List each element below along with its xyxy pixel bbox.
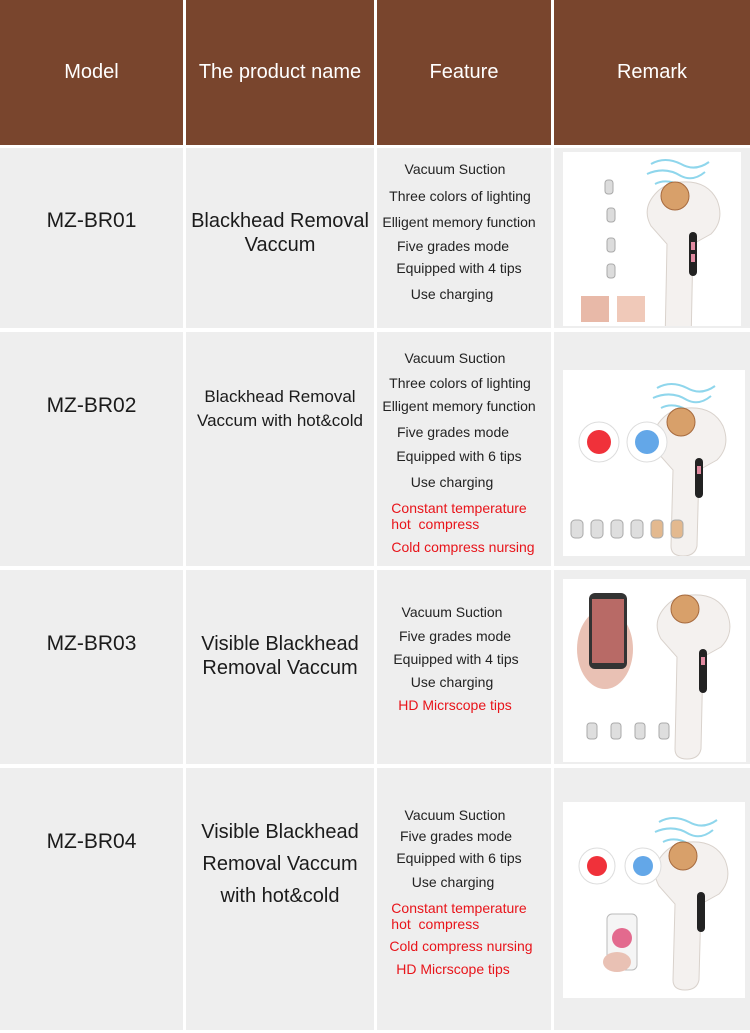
- feature-item: Five grades mode: [396, 238, 510, 254]
- feature-item-highlight: HD Micrscope tips: [396, 961, 510, 977]
- header-product-name-label: The product name: [198, 61, 362, 83]
- feature-item: Three colors of lighting: [389, 188, 531, 204]
- feature-item-highlight: HD Micrscope tips: [398, 697, 512, 713]
- feature-item: Use charging: [410, 674, 494, 690]
- product-name-line: Removal Vaccum: [202, 657, 358, 679]
- table-row-4-remark: [554, 768, 750, 1030]
- header-feature-label: Feature: [429, 61, 499, 83]
- table-row-2-name: [186, 332, 374, 566]
- feature-item: Use charging: [410, 286, 494, 302]
- airflow-icon: [653, 384, 715, 410]
- cold-compress-icon: [625, 848, 661, 884]
- product-name-line: Vaccum with hot&cold: [197, 411, 363, 430]
- table-row-3-features: [377, 570, 551, 764]
- feature-item: Equipped with 6 tips: [396, 850, 522, 866]
- header-remark: [554, 0, 750, 145]
- nose-image-before: [581, 296, 609, 322]
- model-code: MZ-BR02: [46, 394, 137, 417]
- model-code: MZ-BR01: [46, 209, 137, 232]
- feature-item-highlight: Cold compress nursing: [391, 539, 535, 555]
- table-row-4-name: [186, 768, 374, 1030]
- suction-tips-icon: [587, 723, 669, 739]
- product-photo: [563, 370, 745, 556]
- feature-item: Elligent memory function: [382, 214, 536, 230]
- feature-item-highlight: Cold compress nursing: [389, 938, 533, 954]
- header-remark-label: Remark: [616, 61, 687, 83]
- feature-item-highlight: Constant temperature hot compress: [391, 500, 527, 532]
- table-row-3-remark: [554, 570, 750, 764]
- header-feature: [377, 0, 551, 145]
- feature-item: Vacuum Suction: [404, 161, 506, 177]
- model-code: MZ-BR04: [46, 830, 137, 853]
- feature-item: Five grades mode: [398, 628, 512, 644]
- table-row-2-remark: [554, 332, 750, 566]
- smartphone-icon: [603, 914, 637, 972]
- table-row-2-model: [0, 332, 183, 566]
- table-row-1-features: [377, 148, 551, 328]
- smartphone-microscope-icon: [577, 593, 633, 689]
- table-row-2-features: [377, 332, 551, 566]
- header-model: [0, 0, 183, 145]
- nose-image-after: [617, 296, 645, 322]
- table-row-3-model: [0, 570, 183, 764]
- cold-compress-icon: [627, 422, 667, 462]
- table-row-4-features: [377, 768, 551, 1030]
- product-name-line: Blackhead Removal: [204, 387, 356, 406]
- feature-item: Vacuum Suction: [404, 350, 506, 366]
- feature-item: Three colors of lighting: [389, 375, 531, 391]
- product-photo: [563, 802, 745, 998]
- product-name-line: Removal Vaccum: [202, 853, 358, 875]
- table-row-1-model: [0, 148, 183, 328]
- header-model-label: Model: [64, 61, 119, 83]
- table-row-1-remark: [554, 148, 750, 328]
- product-name-line: Visible Blackhead: [201, 821, 359, 843]
- feature-item: Use charging: [411, 874, 495, 890]
- feature-item-highlight: Constant temperature hot compress: [391, 900, 527, 932]
- feature-item: Vacuum Suction: [401, 604, 503, 620]
- feature-item: Use charging: [410, 474, 494, 490]
- table-row-3-name: [186, 570, 374, 764]
- airflow-icon: [655, 818, 717, 844]
- suction-tips-icon: [605, 180, 615, 278]
- device-illustration: [653, 408, 726, 556]
- hot-compress-icon: [579, 848, 615, 884]
- feature-item: Five grades mode: [396, 424, 510, 440]
- product-name-line: Blackhead Removal: [191, 210, 369, 232]
- product-photo: [563, 152, 741, 326]
- feature-item: Equipped with 6 tips: [396, 448, 522, 464]
- feature-item: Equipped with 4 tips: [396, 260, 522, 276]
- suction-tips-icon: [571, 520, 683, 538]
- product-name-line: Visible Blackhead: [201, 633, 359, 655]
- feature-item: Elligent memory function: [382, 398, 536, 414]
- feature-item: Vacuum Suction: [404, 807, 506, 823]
- product-name-line: Vaccum: [244, 234, 316, 256]
- product-photo: [563, 579, 746, 762]
- hot-compress-icon: [579, 422, 619, 462]
- table-row-1-name: [186, 148, 374, 328]
- device-illustration: [647, 182, 720, 326]
- product-name-line: with hot&cold: [220, 885, 340, 907]
- header-product-name: [186, 0, 374, 145]
- feature-item: Five grades mode: [399, 828, 513, 844]
- table-row-4-model: [0, 768, 183, 1030]
- model-code: MZ-BR03: [46, 632, 137, 655]
- feature-item: Equipped with 4 tips: [393, 651, 519, 667]
- device-illustration: [655, 842, 728, 990]
